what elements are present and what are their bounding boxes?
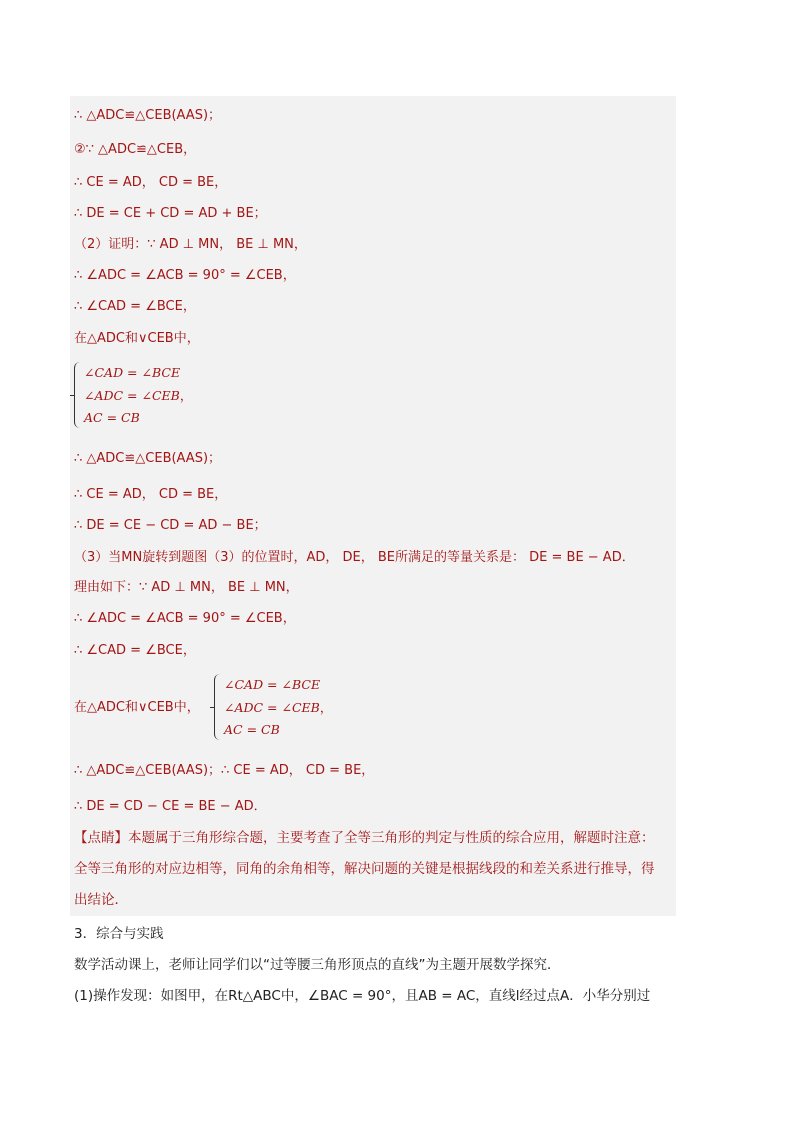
line-8: 在△ADC和∨CEB中，: [74, 331, 200, 346]
brace-icon: [214, 674, 221, 740]
line-20: 全等三角形的对应边相等，同角的余角相等，解决问题的关键是根据线段的和差关系进行推导，得: [74, 861, 655, 877]
line-14: ∴ ∠ADC = ∠ACB = 90° = ∠CEB，: [74, 611, 296, 626]
line-16: 在△ADC和∨CEB中，: [74, 700, 200, 715]
system-2-row: ∠CAD = ∠BCE: [224, 677, 321, 692]
line-15: ∴ ∠CAD = ∠BCE，: [74, 643, 196, 658]
line-1: ∴ △ADC≌△CEB(AAS)；: [74, 108, 222, 123]
line-2: ②∵ △ADC≌△CEB，: [74, 142, 197, 157]
line-24: (1)操作发现：如图甲，在Rt△ABC中，∠BAC = 90°，且AB = AC，直线l经过点A．小华分别过: [74, 988, 651, 1004]
line-11: ∴ DE = CE − CD = AD − BE；: [74, 518, 267, 533]
equation-system-1: [74, 362, 192, 428]
line-23: 数学活动课上，老师让同学们以“过等腰三角形顶点的直线”为主题开展数学探究．: [74, 957, 561, 973]
line-18: ∴ DE = CD − CE = BE − AD．: [74, 799, 267, 814]
line-19: 【点睛】本题属于三角形综合题，主要考查了全等三角形的判定与性质的综合应用，解题时注意：: [74, 830, 655, 846]
line-4: ∴ DE = CE + CD = AD + BE；: [74, 206, 267, 221]
system-1-row: AC = CB: [84, 410, 140, 425]
line-3: ∴ CE = AD， CD = BE，: [74, 175, 228, 190]
line-12: （3）当MN旋转到题图（3）的位置时，AD， DE， BE所满足的等量关系是： DE = BE − AD．: [74, 550, 635, 565]
system-1-row: ∠CAD = ∠BCE: [84, 365, 181, 380]
system-1-row: ∠ADC = ∠CEB，: [84, 387, 193, 403]
equation-system-2: [214, 674, 332, 740]
brace-icon: [74, 362, 81, 428]
line-9: ∴ △ADC≌△CEB(AAS)；: [74, 451, 222, 466]
system-2-row: ∠ADC = ∠CEB，: [224, 699, 333, 715]
line-17: ∴ △ADC≌△CEB(AAS)；∴ CE = AD， CD = BE，: [74, 763, 375, 778]
line-5: （2）证明：∵ AD ⊥ MN， BE ⊥ MN，: [74, 237, 307, 252]
line-10: ∴ CE = AD， CD = BE，: [74, 487, 228, 502]
system-2-row: AC = CB: [224, 722, 280, 737]
line-13: 理由如下：∵ AD ⊥ MN， BE ⊥ MN，: [74, 580, 299, 595]
line-7: ∴ ∠CAD = ∠BCE，: [74, 299, 196, 314]
line-6: ∴ ∠ADC = ∠ACB = 90° = ∠CEB，: [74, 268, 296, 283]
line-21: 出结论．: [74, 892, 128, 908]
line-22: 3．综合与实践: [74, 926, 164, 942]
